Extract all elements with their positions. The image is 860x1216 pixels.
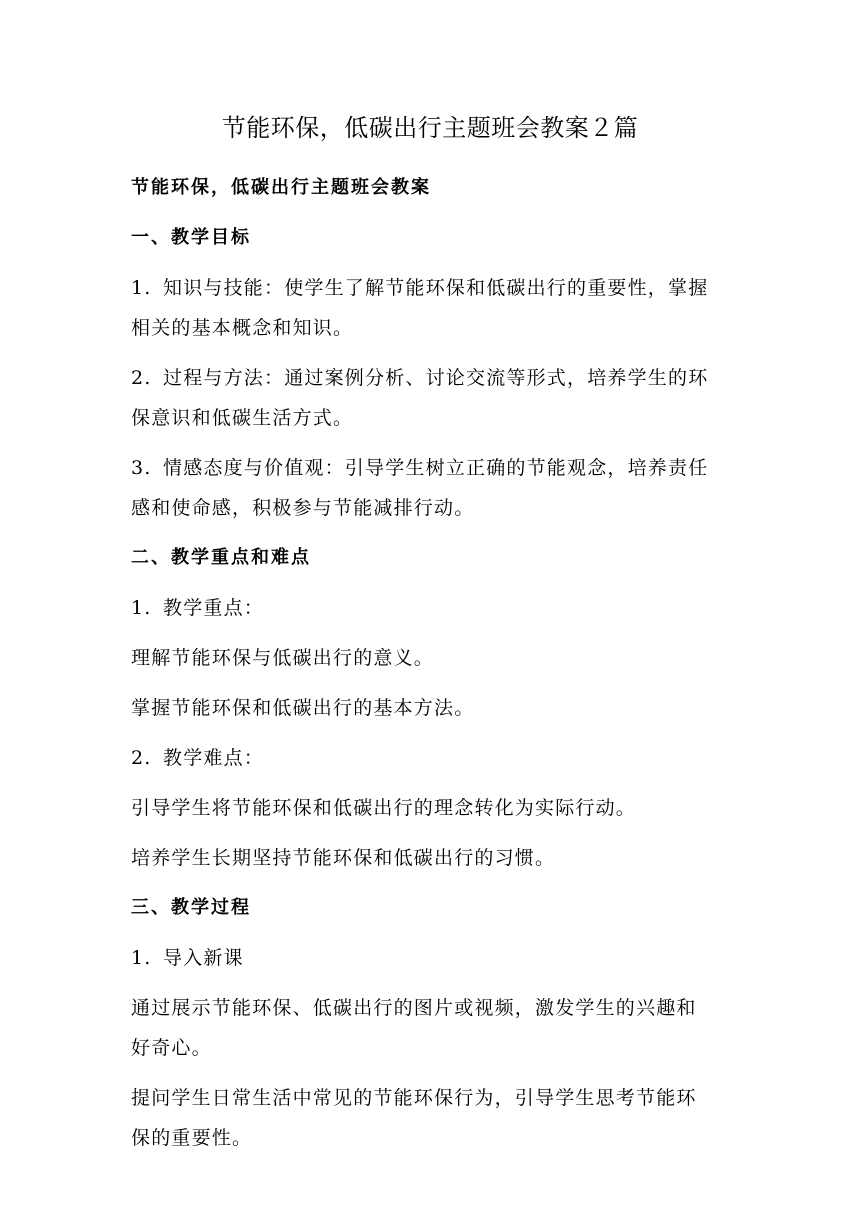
process-step-1-number: 1. xyxy=(131,947,152,969)
key-point-text: 教学重点： xyxy=(163,597,265,619)
process-paragraph-2: 提问学生日常生活中常见的节能环保行为，引导学生思考节能环 xyxy=(131,1087,697,1109)
key-point-label xyxy=(131,588,731,628)
key-point-paragraph-2: 掌握节能环保和低碳出行的基本方法。 xyxy=(131,697,475,719)
process-step-1 xyxy=(131,938,731,978)
subtitle: 节能环保，低碳出行主题班会教案 xyxy=(131,177,431,198)
difficulty-number: 2. xyxy=(131,747,152,769)
difficulty-label xyxy=(131,738,731,778)
difficulty-paragraph-2: 培养学生长期坚持节能环保和低碳出行的习惯。 xyxy=(131,847,556,869)
objective-2 xyxy=(131,358,731,398)
process-paragraph-1: 通过展示节能环保、低碳出行的图片或视频，激发学生的兴趣和 xyxy=(131,997,697,1019)
key-point-paragraph-1: 理解节能环保与低碳出行的意义。 xyxy=(131,647,435,669)
document-body xyxy=(131,168,731,1158)
objective-1 xyxy=(131,268,731,308)
objective-2-cont: 保意识和低碳生活方式。 xyxy=(131,407,354,429)
process-paragraph-2-cont: 保的重要性。 xyxy=(131,1127,253,1149)
process-step-1-label: 导入新课 xyxy=(163,947,244,969)
section-heading-key-points: 二、教学重点和难点 xyxy=(131,547,311,568)
objective-3-cont: 感和使命感，积极参与节能减排行动。 xyxy=(131,497,475,519)
document-title: 节能环保，低碳出行主题班会教案２篇 xyxy=(221,114,639,142)
objective-1-line1: 知识与技能：使学生了解节能环保和低碳出行的重要性，掌握 xyxy=(163,277,709,299)
difficulty-paragraph-1: 引导学生将节能环保和低碳出行的理念转化为实际行动。 xyxy=(131,797,637,819)
objective-3 xyxy=(131,448,731,488)
difficulty-text: 教学难点： xyxy=(163,747,265,769)
process-paragraph-1-cont: 好奇心。 xyxy=(131,1037,212,1059)
objective-2-line1: 过程与方法：通过案例分析、讨论交流等形式，培养学生的环 xyxy=(163,367,709,389)
objective-1-cont: 相关的基本概念和知识。 xyxy=(131,317,354,339)
objective-2-number: 2. xyxy=(131,367,152,389)
key-point-number: 1. xyxy=(131,597,152,619)
section-heading-objectives: 一、教学目标 xyxy=(131,227,251,248)
section-heading-process: 三、教学过程 xyxy=(131,897,251,918)
objective-3-number: 3. xyxy=(131,457,152,479)
objective-3-line1: 情感态度与价值观：引导学生树立正确的节能观念，培养责任 xyxy=(163,457,709,479)
objective-1-number: 1. xyxy=(131,277,152,299)
